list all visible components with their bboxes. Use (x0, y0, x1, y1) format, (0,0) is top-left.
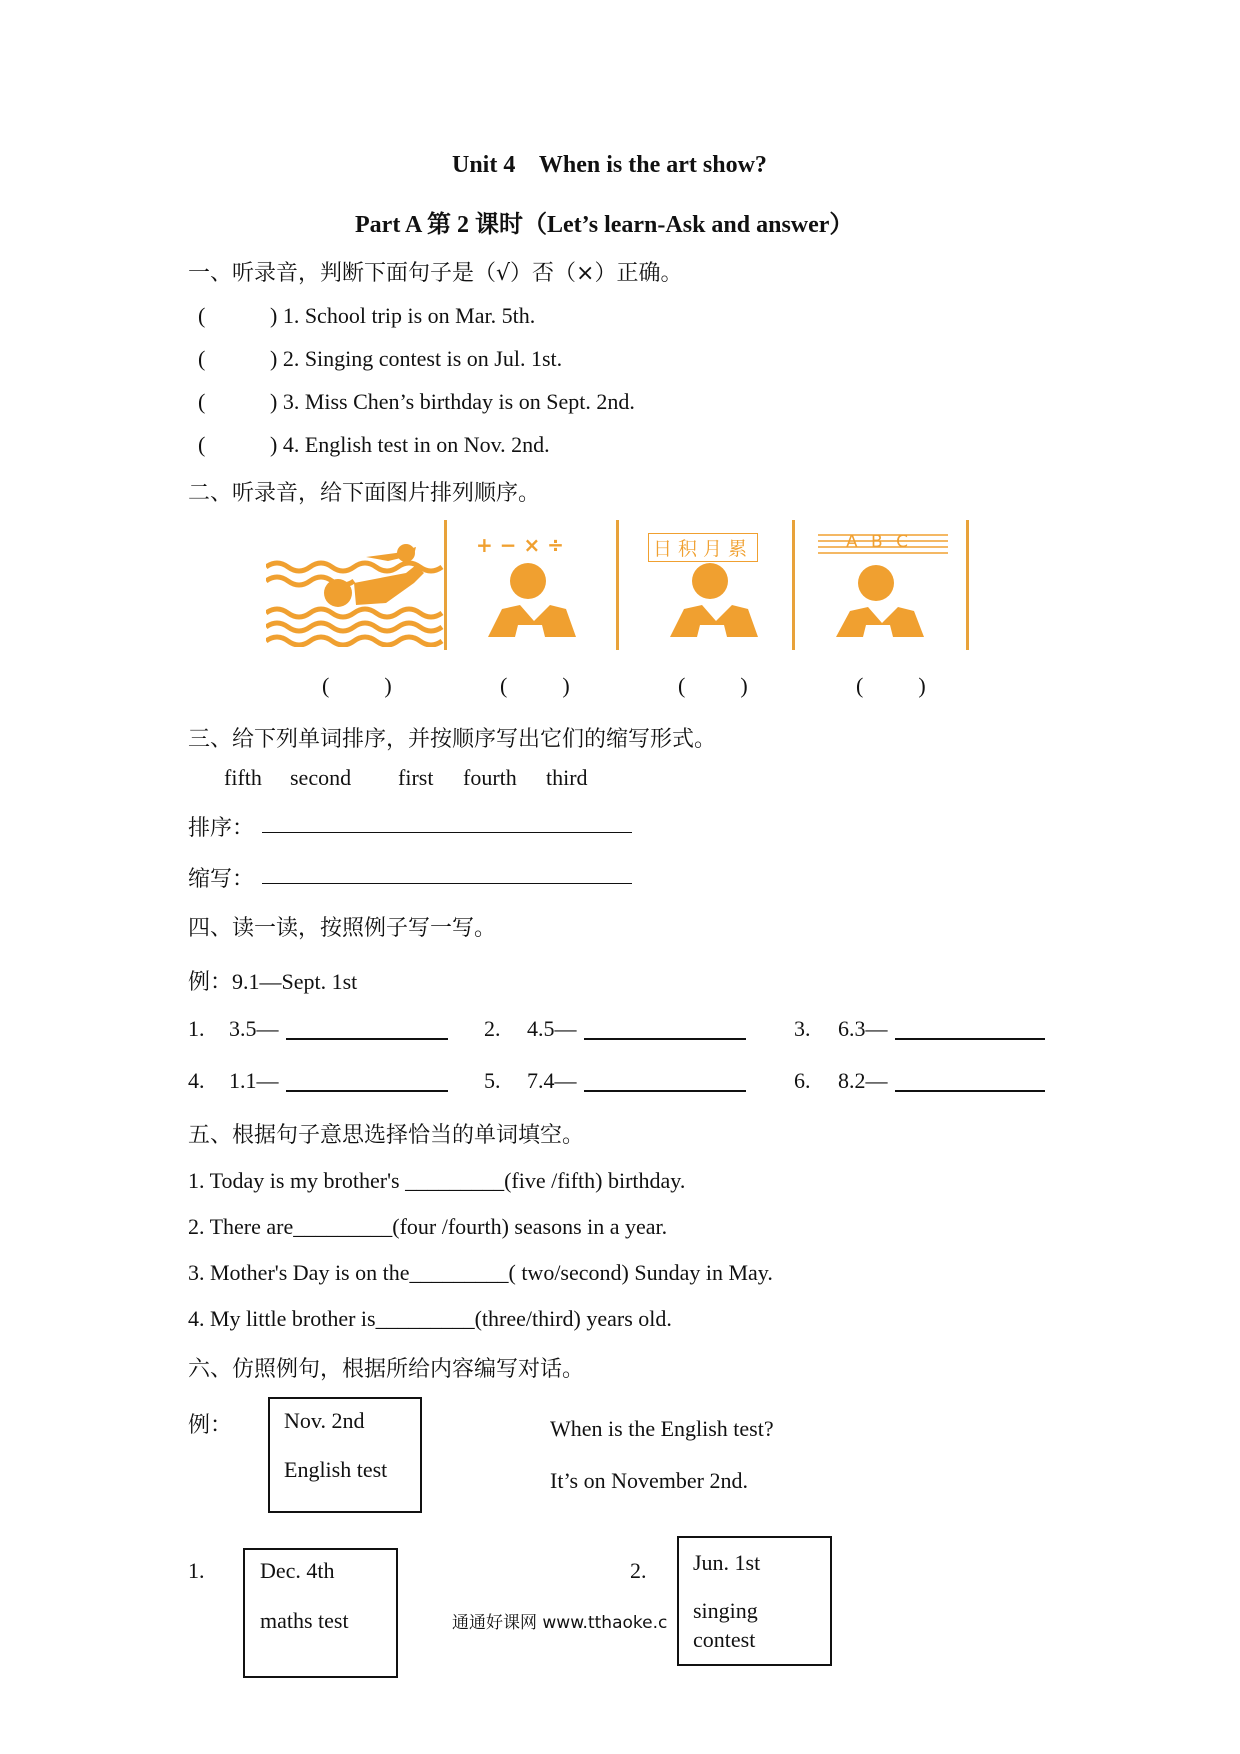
board-text: + − × ÷ (476, 533, 564, 557)
picture-swimming (266, 525, 444, 647)
picture-chinese (622, 525, 800, 647)
answer-paren-1[interactable]: ( ) (322, 673, 392, 698)
example-box-event: English test (284, 1457, 388, 1482)
page-subtitle: Part A 第 2 课时（Let’s learn-Ask and answer） (355, 212, 854, 238)
list-item-text: ) 4. English test in on Nov. 2nd. (270, 432, 550, 457)
board-text: 日积月累 (648, 533, 758, 562)
q1-box-date: Dec. 4th (260, 1558, 335, 1583)
list-item-text: ) 3. Miss Chen’s birthday is on Sept. 2nd. (270, 389, 635, 414)
fill-sentence: 2. There are_________(four /fourth) seasons in a year. (188, 1214, 668, 1239)
answer-line[interactable] (584, 1070, 746, 1092)
word-third: third (546, 765, 588, 790)
maths-icon (450, 525, 628, 647)
answer-line[interactable] (286, 1070, 448, 1092)
section5-heading: 五、根据句子意思选择恰当的单词填空。 (188, 1123, 585, 1148)
answer-paren[interactable]: ( (198, 389, 206, 414)
word-second: second (290, 765, 352, 790)
board-text: A B C (846, 532, 912, 552)
picture-divider (792, 520, 795, 650)
picture-maths (450, 525, 628, 647)
section1-heading: 一、听录音，判断下面句子是（√）否（×）正确。 (188, 261, 683, 286)
item-number: 1. (188, 1016, 205, 1041)
english-icon (798, 525, 976, 647)
page-title: Unit 4 When is the art show? (452, 152, 767, 178)
item-number: 3. (794, 1016, 811, 1041)
picture-divider (444, 520, 447, 650)
q1-number: 1. (188, 1558, 205, 1583)
example-question: When is the English test? (550, 1416, 774, 1441)
answer-line[interactable] (286, 1018, 448, 1040)
example-answer: It’s on November 2nd. (550, 1468, 748, 1493)
item-number: 4. (188, 1068, 205, 1093)
word-first: first (398, 765, 434, 790)
fill-sentence: 1. Today is my brother's _________(five /fifth) birthday. (188, 1168, 686, 1193)
order-label: 排序： (188, 816, 255, 841)
item-value: 7.4— (527, 1068, 577, 1093)
word-fifth: fifth (224, 765, 262, 790)
word-fourth: fourth (463, 765, 517, 790)
answer-paren[interactable]: ( (198, 432, 206, 457)
picture-english (798, 525, 976, 647)
order-answer-line[interactable] (262, 812, 632, 833)
answer-paren-2[interactable]: ( ) (500, 673, 570, 698)
fill-sentence: 4. My little brother is_________(three/third) years old. (188, 1306, 672, 1331)
picture-divider (616, 520, 619, 650)
chinese-icon (622, 525, 800, 647)
q2-box-event-line1: singing (693, 1598, 758, 1623)
item-number: 5. (484, 1068, 501, 1093)
list-item (198, 346, 205, 372)
section4-example: 例：9.1—Sept. 1st (188, 969, 358, 994)
section6-heading: 六、仿照例句，根据所给内容编写对话。 (188, 1357, 585, 1382)
abbr-label: 缩写： (188, 867, 255, 892)
list-item-text: ) 2. Singing contest is on Jul. 1st. (270, 346, 563, 371)
list-item (198, 389, 205, 415)
item-value: 8.2— (838, 1068, 888, 1093)
item-value: 1.1— (229, 1068, 279, 1093)
swimming-icon (266, 525, 444, 647)
section3-heading: 三、给下列单词排序，并按顺序写出它们的缩写形式。 (188, 727, 717, 752)
section2-heading: 二、听录音，给下面图片排列顺序。 (188, 481, 541, 506)
answer-paren-3[interactable]: ( ) (678, 673, 748, 698)
item-value: 4.5— (527, 1016, 577, 1041)
example-box-date: Nov. 2nd (284, 1408, 365, 1433)
list-item (198, 432, 205, 458)
q2-number: 2. (630, 1558, 647, 1583)
section4-heading: 四、读一读，按照例子写一写。 (188, 916, 497, 941)
answer-paren[interactable]: ( (198, 303, 206, 328)
list-item-text: ) 1. School trip is on Mar. 5th. (270, 303, 536, 328)
list-item (198, 303, 205, 329)
answer-paren-4[interactable]: ( ) (856, 673, 926, 698)
answer-line[interactable] (584, 1018, 746, 1040)
q2-box-event-line2: contest (693, 1627, 756, 1652)
answer-line[interactable] (895, 1018, 1045, 1040)
fill-sentence: 3. Mother's Day is on the_________( two/second) Sunday in May. (188, 1260, 773, 1285)
abbr-answer-line[interactable] (262, 863, 632, 884)
picture-divider (966, 520, 969, 650)
answer-line[interactable] (895, 1070, 1045, 1092)
item-value: 6.3— (838, 1016, 888, 1041)
item-number: 2. (484, 1016, 501, 1041)
item-number: 6. (794, 1068, 811, 1093)
q2-box-date: Jun. 1st (693, 1550, 761, 1575)
q1-box-event: maths test (260, 1608, 349, 1633)
item-value: 3.5— (229, 1016, 279, 1041)
answer-paren[interactable]: ( (198, 346, 206, 371)
watermark: 通通好课网 www.tthaoke.c (452, 1613, 668, 1633)
example-label: 例： (188, 1413, 233, 1438)
